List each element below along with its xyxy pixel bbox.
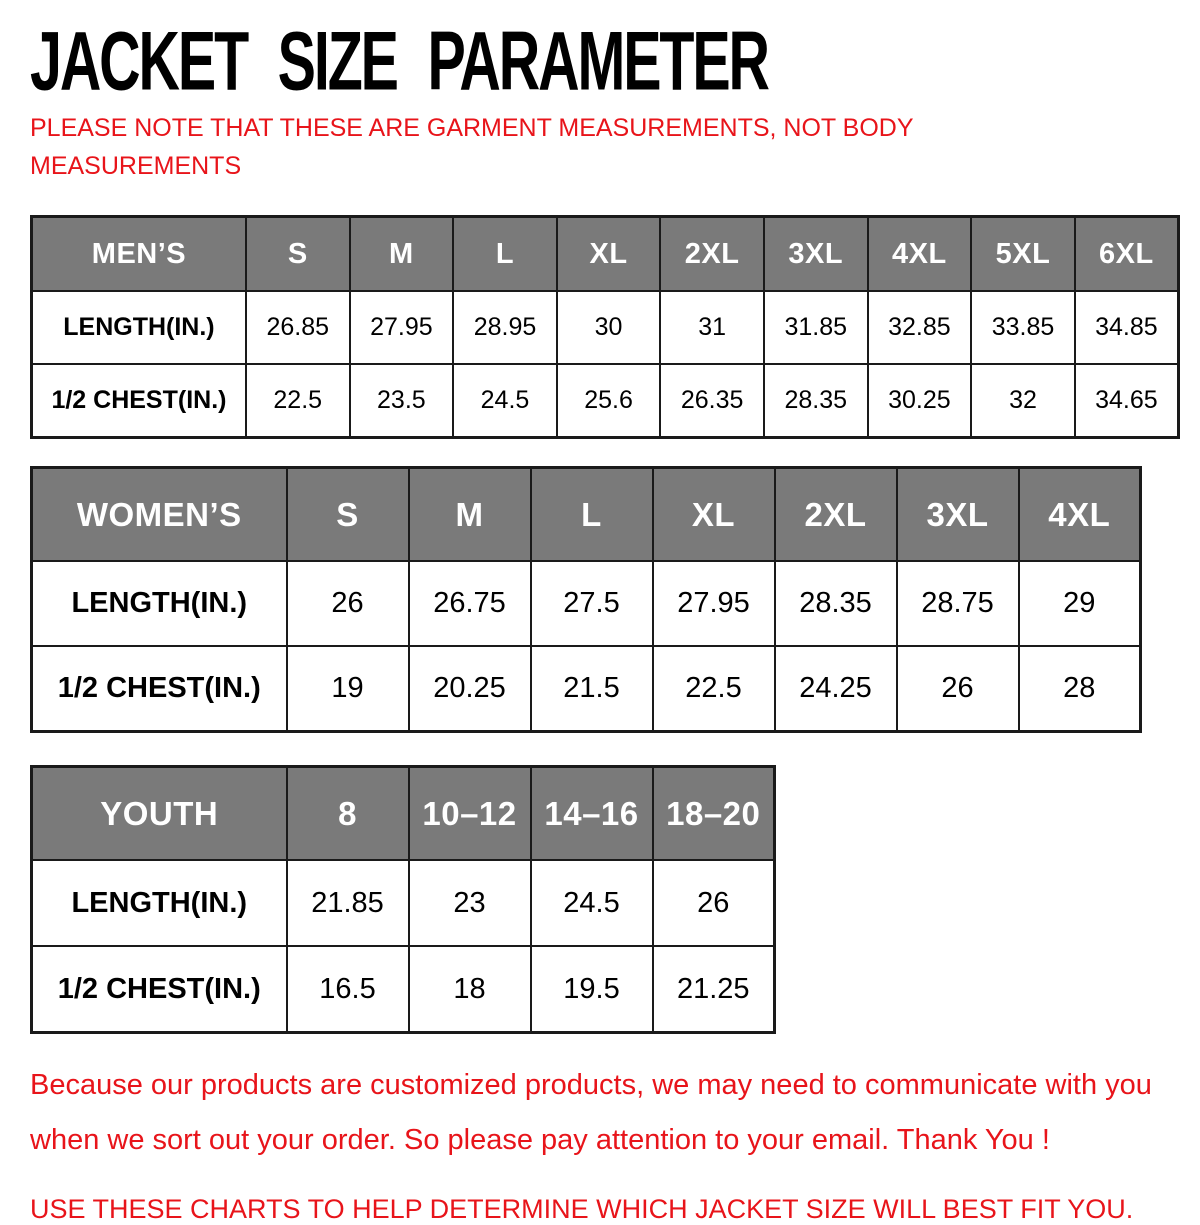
measurement-value-cell: 28.35 [764,364,868,438]
measurement-value-cell: 19 [287,646,409,732]
measurement-value-cell: 21.5 [531,646,653,732]
size-header-cell: 18–20 [653,767,775,861]
measurement-value-cell: 30.25 [868,364,972,438]
measurement-value-cell: 31.85 [764,291,868,364]
measurement-value-cell: 16.5 [287,946,409,1033]
measurement-value-cell: 23 [409,860,531,946]
size-header-cell: 3XL [764,217,868,292]
measurement-value-cell: 26.85 [246,291,350,364]
group-label-cell: WOMEN’S [32,468,287,562]
measurement-row [32,860,775,946]
measurement-value-cell: 24.25 [775,646,897,732]
measurement-value-cell: 30 [557,291,661,364]
row-label-cell: LENGTH(IN.) [32,860,287,946]
measurement-value-cell: 29 [1019,561,1141,646]
size-header-cell: L [453,217,557,292]
measurement-value-cell: 27.95 [350,291,454,364]
size-header-cell: 4XL [1019,468,1141,562]
measurement-value-cell: 21.25 [653,946,775,1033]
measurement-row [32,364,1179,438]
measurement-value-cell: 19.5 [531,946,653,1033]
measurement-value-cell: 26 [287,561,409,646]
measurement-value-cell: 28.35 [775,561,897,646]
measurement-row [32,561,1141,646]
footer-line-2: when we sort out your order. So please pay attention to your email. Thank You ! [30,1124,1050,1157]
row-label-cell: 1/2 CHEST(IN.) [32,364,246,438]
footer-line-1: Because our products are customized products, we may need to communicate with you [30,1069,1152,1101]
measurement-value-cell: 34.65 [1075,364,1179,438]
measurement-value-cell: 23.5 [350,364,454,438]
measurement-value-cell: 31 [660,291,764,364]
size-header-cell: 4XL [868,217,972,292]
size-header-cell: XL [557,217,661,292]
note-line-2: MEASUREMENTS [30,151,242,180]
measurement-value-cell: 24.5 [453,364,557,438]
measurement-value-cell: 20.25 [409,646,531,732]
measurement-value-cell: 32 [971,364,1075,438]
size-header-row [32,468,1141,562]
size-header-cell: M [409,468,531,562]
youth-size-table [30,765,776,1034]
size-header-cell: 10–12 [409,767,531,861]
note-line-1: PLEASE NOTE THAT THESE ARE GARMENT MEASUREMENTS, NOT BODY [30,114,914,142]
measurement-value-cell: 26.75 [409,561,531,646]
row-label-cell: 1/2 CHEST(IN.) [32,946,287,1033]
chart-usage-note: USE THESE CHARTS TO HELP DETERMINE WHICH JACKET SIZE WILL BEST FIT YOU. [30,1194,1134,1225]
size-header-row [32,217,1179,292]
measurement-value-cell: 26.35 [660,364,764,438]
mens-size-table [30,215,1180,439]
row-label-cell: LENGTH(IN.) [32,561,287,646]
measurement-value-cell: 28 [1019,646,1141,732]
size-header-row [32,767,775,861]
size-header-cell: 8 [287,767,409,861]
measurement-row [32,946,775,1033]
size-header-cell: 14–16 [531,767,653,861]
page-title: JACKET SIZE PARAMETER [30,14,768,108]
measurement-value-cell: 33.85 [971,291,1075,364]
measurement-row [32,646,1141,732]
size-header-cell: 2XL [775,468,897,562]
row-label-cell: LENGTH(IN.) [32,291,246,364]
measurement-value-cell: 28.75 [897,561,1019,646]
size-header-cell: S [246,217,350,292]
size-header-cell: 2XL [660,217,764,292]
measurement-value-cell: 18 [409,946,531,1033]
measurement-value-cell: 21.85 [287,860,409,946]
measurement-value-cell: 22.5 [246,364,350,438]
measurement-value-cell: 28.95 [453,291,557,364]
measurement-value-cell: 34.85 [1075,291,1179,364]
measurement-value-cell: 25.6 [557,364,661,438]
size-header-cell: M [350,217,454,292]
womens-size-table [30,466,1142,733]
measurement-value-cell: 27.5 [531,561,653,646]
group-label-cell: MEN’S [32,217,246,292]
size-header-cell: 5XL [971,217,1075,292]
group-label-cell: YOUTH [32,767,287,861]
measurement-value-cell: 26 [897,646,1019,732]
customization-notice [30,1058,1180,1168]
measurement-value-cell: 24.5 [531,860,653,946]
measurement-row [32,291,1179,364]
garment-measurement-note [30,110,1180,185]
measurement-value-cell: 27.95 [653,561,775,646]
measurement-value-cell: 26 [653,860,775,946]
measurement-value-cell: 22.5 [653,646,775,732]
size-header-cell: 3XL [897,468,1019,562]
size-header-cell: L [531,468,653,562]
size-header-cell: S [287,468,409,562]
size-header-cell: 6XL [1075,217,1179,292]
measurement-value-cell: 32.85 [868,291,972,364]
size-header-cell: XL [653,468,775,562]
row-label-cell: 1/2 CHEST(IN.) [32,646,287,732]
